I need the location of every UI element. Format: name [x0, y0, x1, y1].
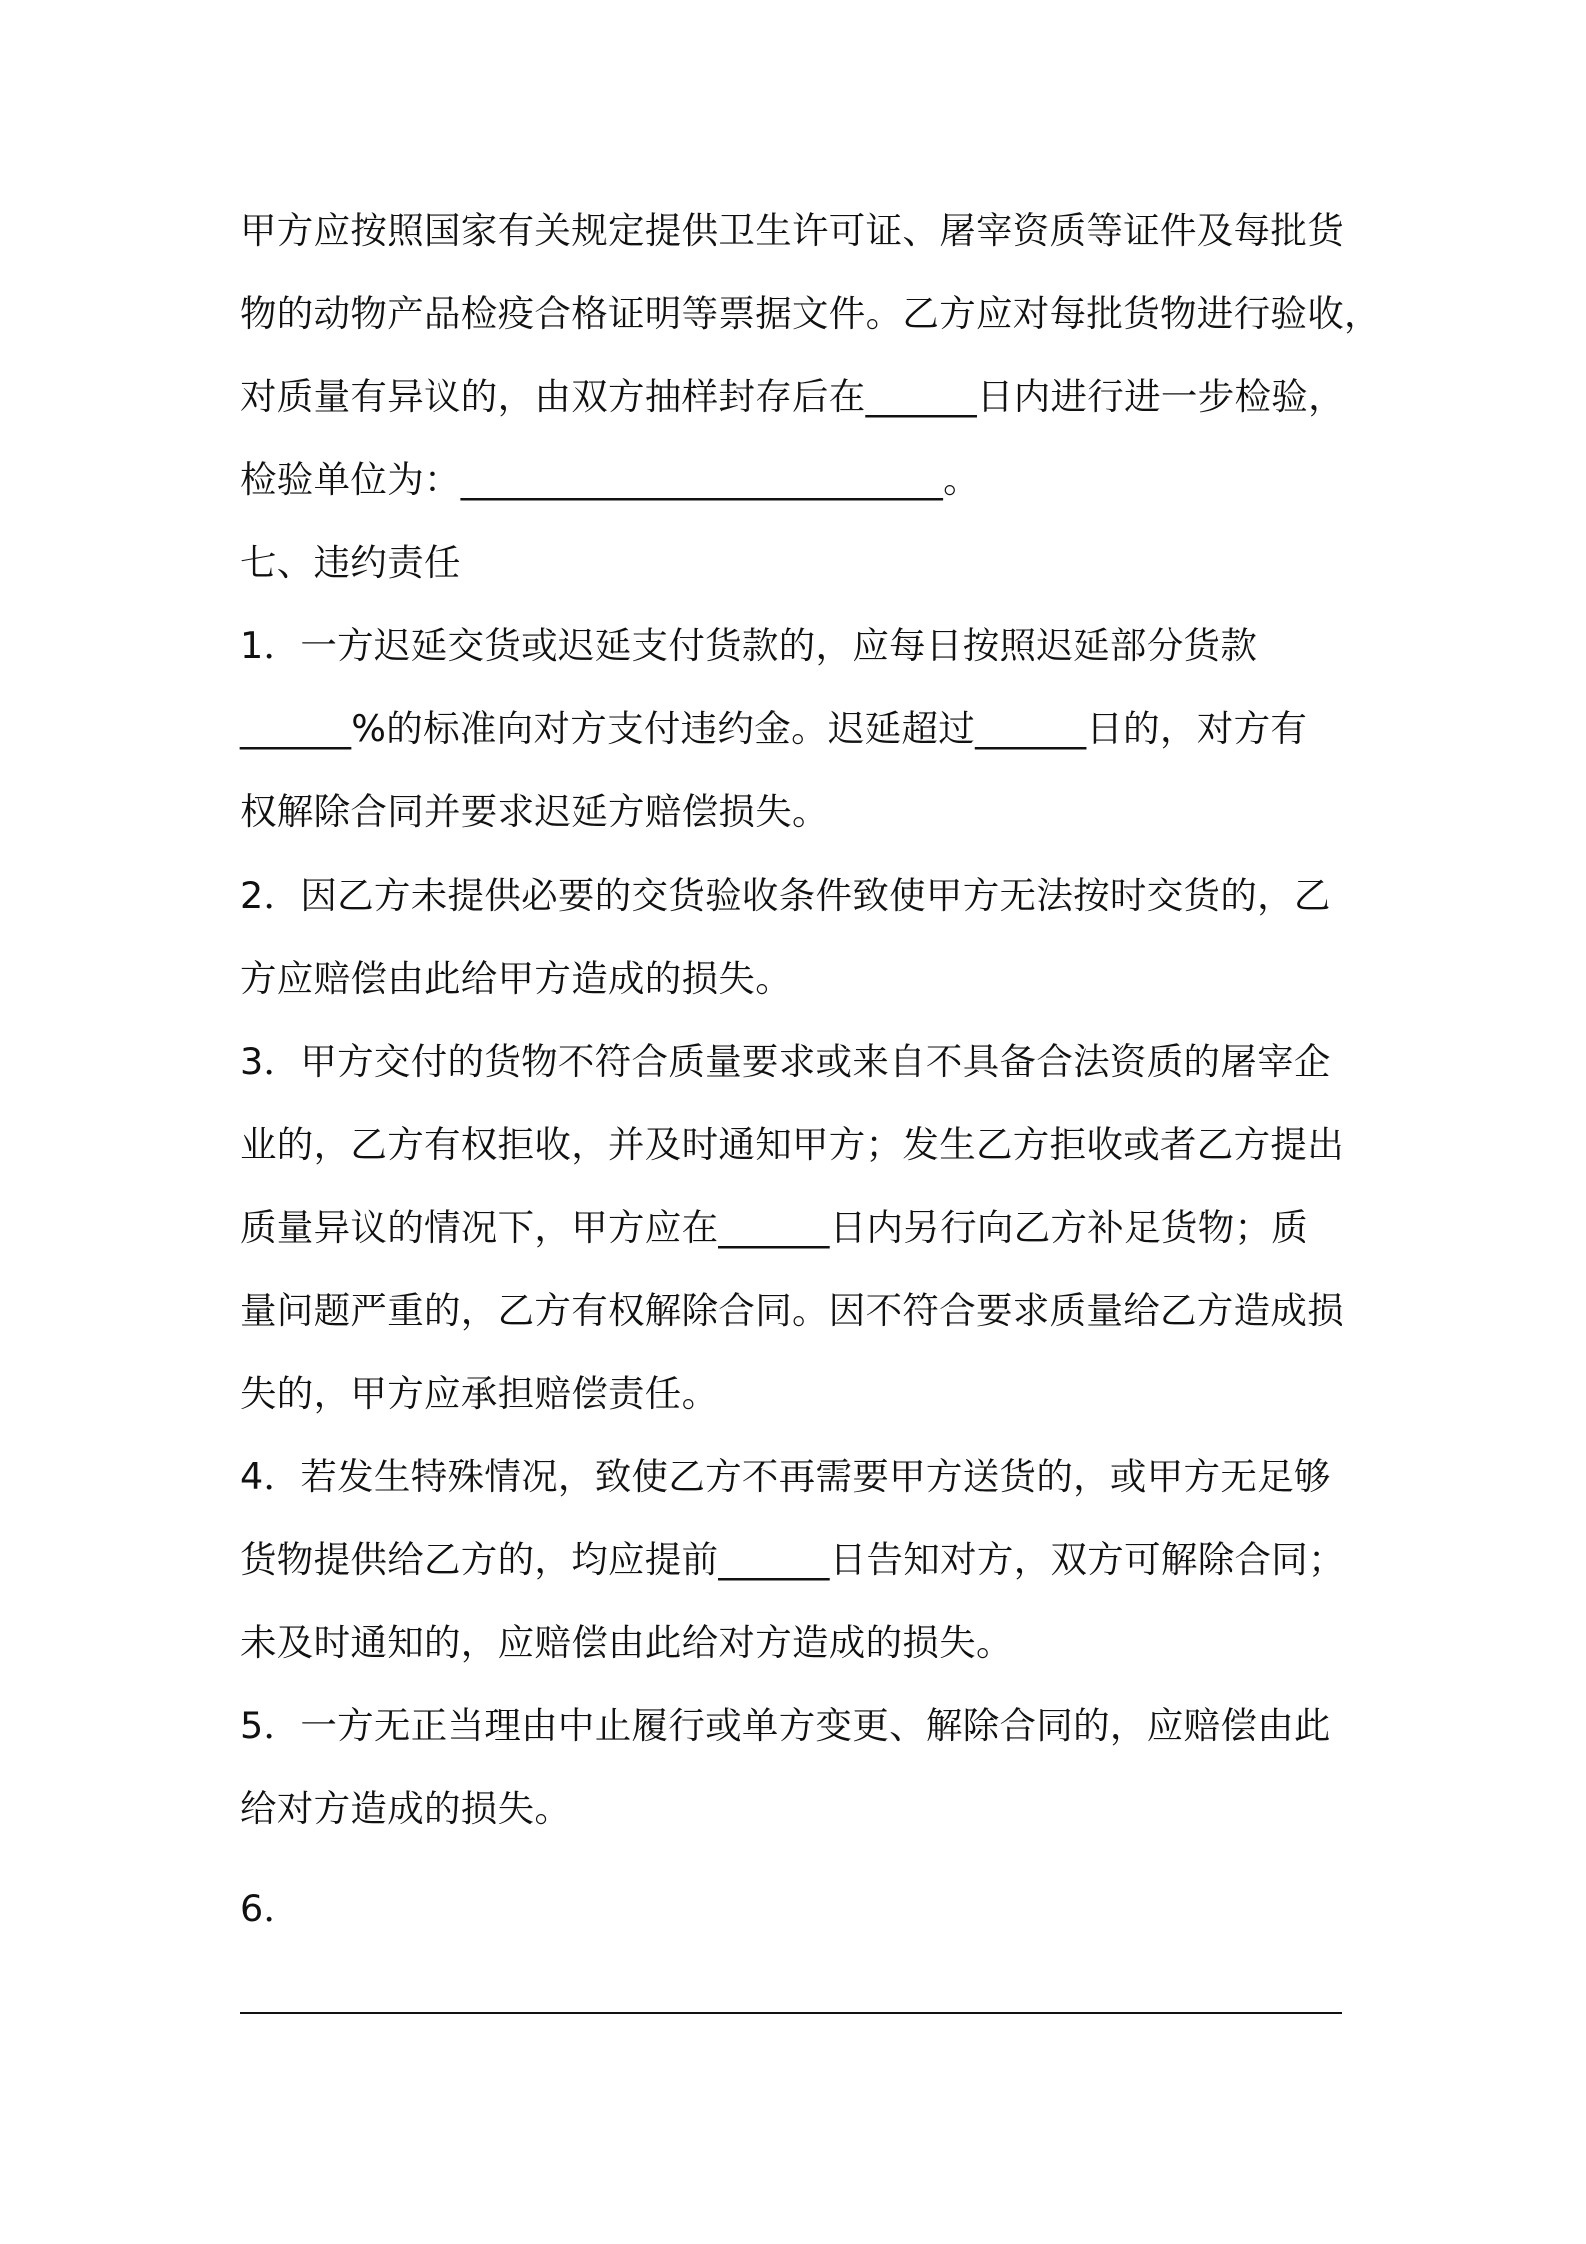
text-line: 未及时通知的，应赔偿由此给对方造成的损失。 [240, 1621, 1013, 1664]
text-line: 量问题严重的，乙方有权解除合同。因不符合要求质量给乙方造成损 [240, 1289, 1344, 1332]
text-line: 6． [240, 1887, 301, 1930]
text-line: 失的，甲方应承担赔偿责任。 [240, 1372, 719, 1415]
text-line: 方应赔偿由此给甲方造成的损失。 [240, 957, 792, 1000]
text-line: 质量异议的情况下，甲方应在______日内另行向乙方补足货物；质 [240, 1206, 1309, 1249]
text-line: 4．若发生特殊情况，致使乙方不再需要甲方送货的，或甲方无足够 [240, 1455, 1331, 1498]
text-line: 2．因乙方未提供必要的交货验收条件致使甲方无法按时交货的，乙 [240, 874, 1331, 917]
blank-fill-line [240, 2012, 1342, 2014]
section-heading: 七、违约责任 [240, 541, 461, 584]
text-line: 5．一方无正当理由中止履行或单方变更、解除合同的，应赔偿由此 [240, 1704, 1331, 1747]
text-line: 对质量有异议的，由双方抽样封存后在______日内进行进一步检验， [240, 375, 1345, 418]
text-line: 物的动物产品检疫合格证明等票据文件。乙方应对每批货物进行验收， [240, 292, 1381, 335]
text-line: 1．一方迟延交货或迟延支付货款的，应每日按照迟延部分货款 [240, 624, 1258, 667]
text-line: 检验单位为：__________________________。 [240, 458, 980, 501]
text-line: 权解除合同并要求迟延方赔偿损失。 [240, 790, 829, 833]
text-line: 货物提供给乙方的，均应提前______日告知对方，双方可解除合同； [240, 1538, 1345, 1581]
text-line: 甲方应按照国家有关规定提供卫生许可证、屠宰资质等证件及每批货 [240, 209, 1344, 252]
text-line: ______%的标准向对方支付违约金。迟延超过______日的，对方有 [240, 707, 1308, 750]
text-line: 3．甲方交付的货物不符合质量要求或来自不具备合法资质的屠宰企 [240, 1040, 1331, 1083]
text-line: 给对方造成的损失。 [240, 1787, 572, 1830]
text-line: 业的，乙方有权拒收，并及时通知甲方；发生乙方拒收或者乙方提出 [240, 1123, 1344, 1166]
